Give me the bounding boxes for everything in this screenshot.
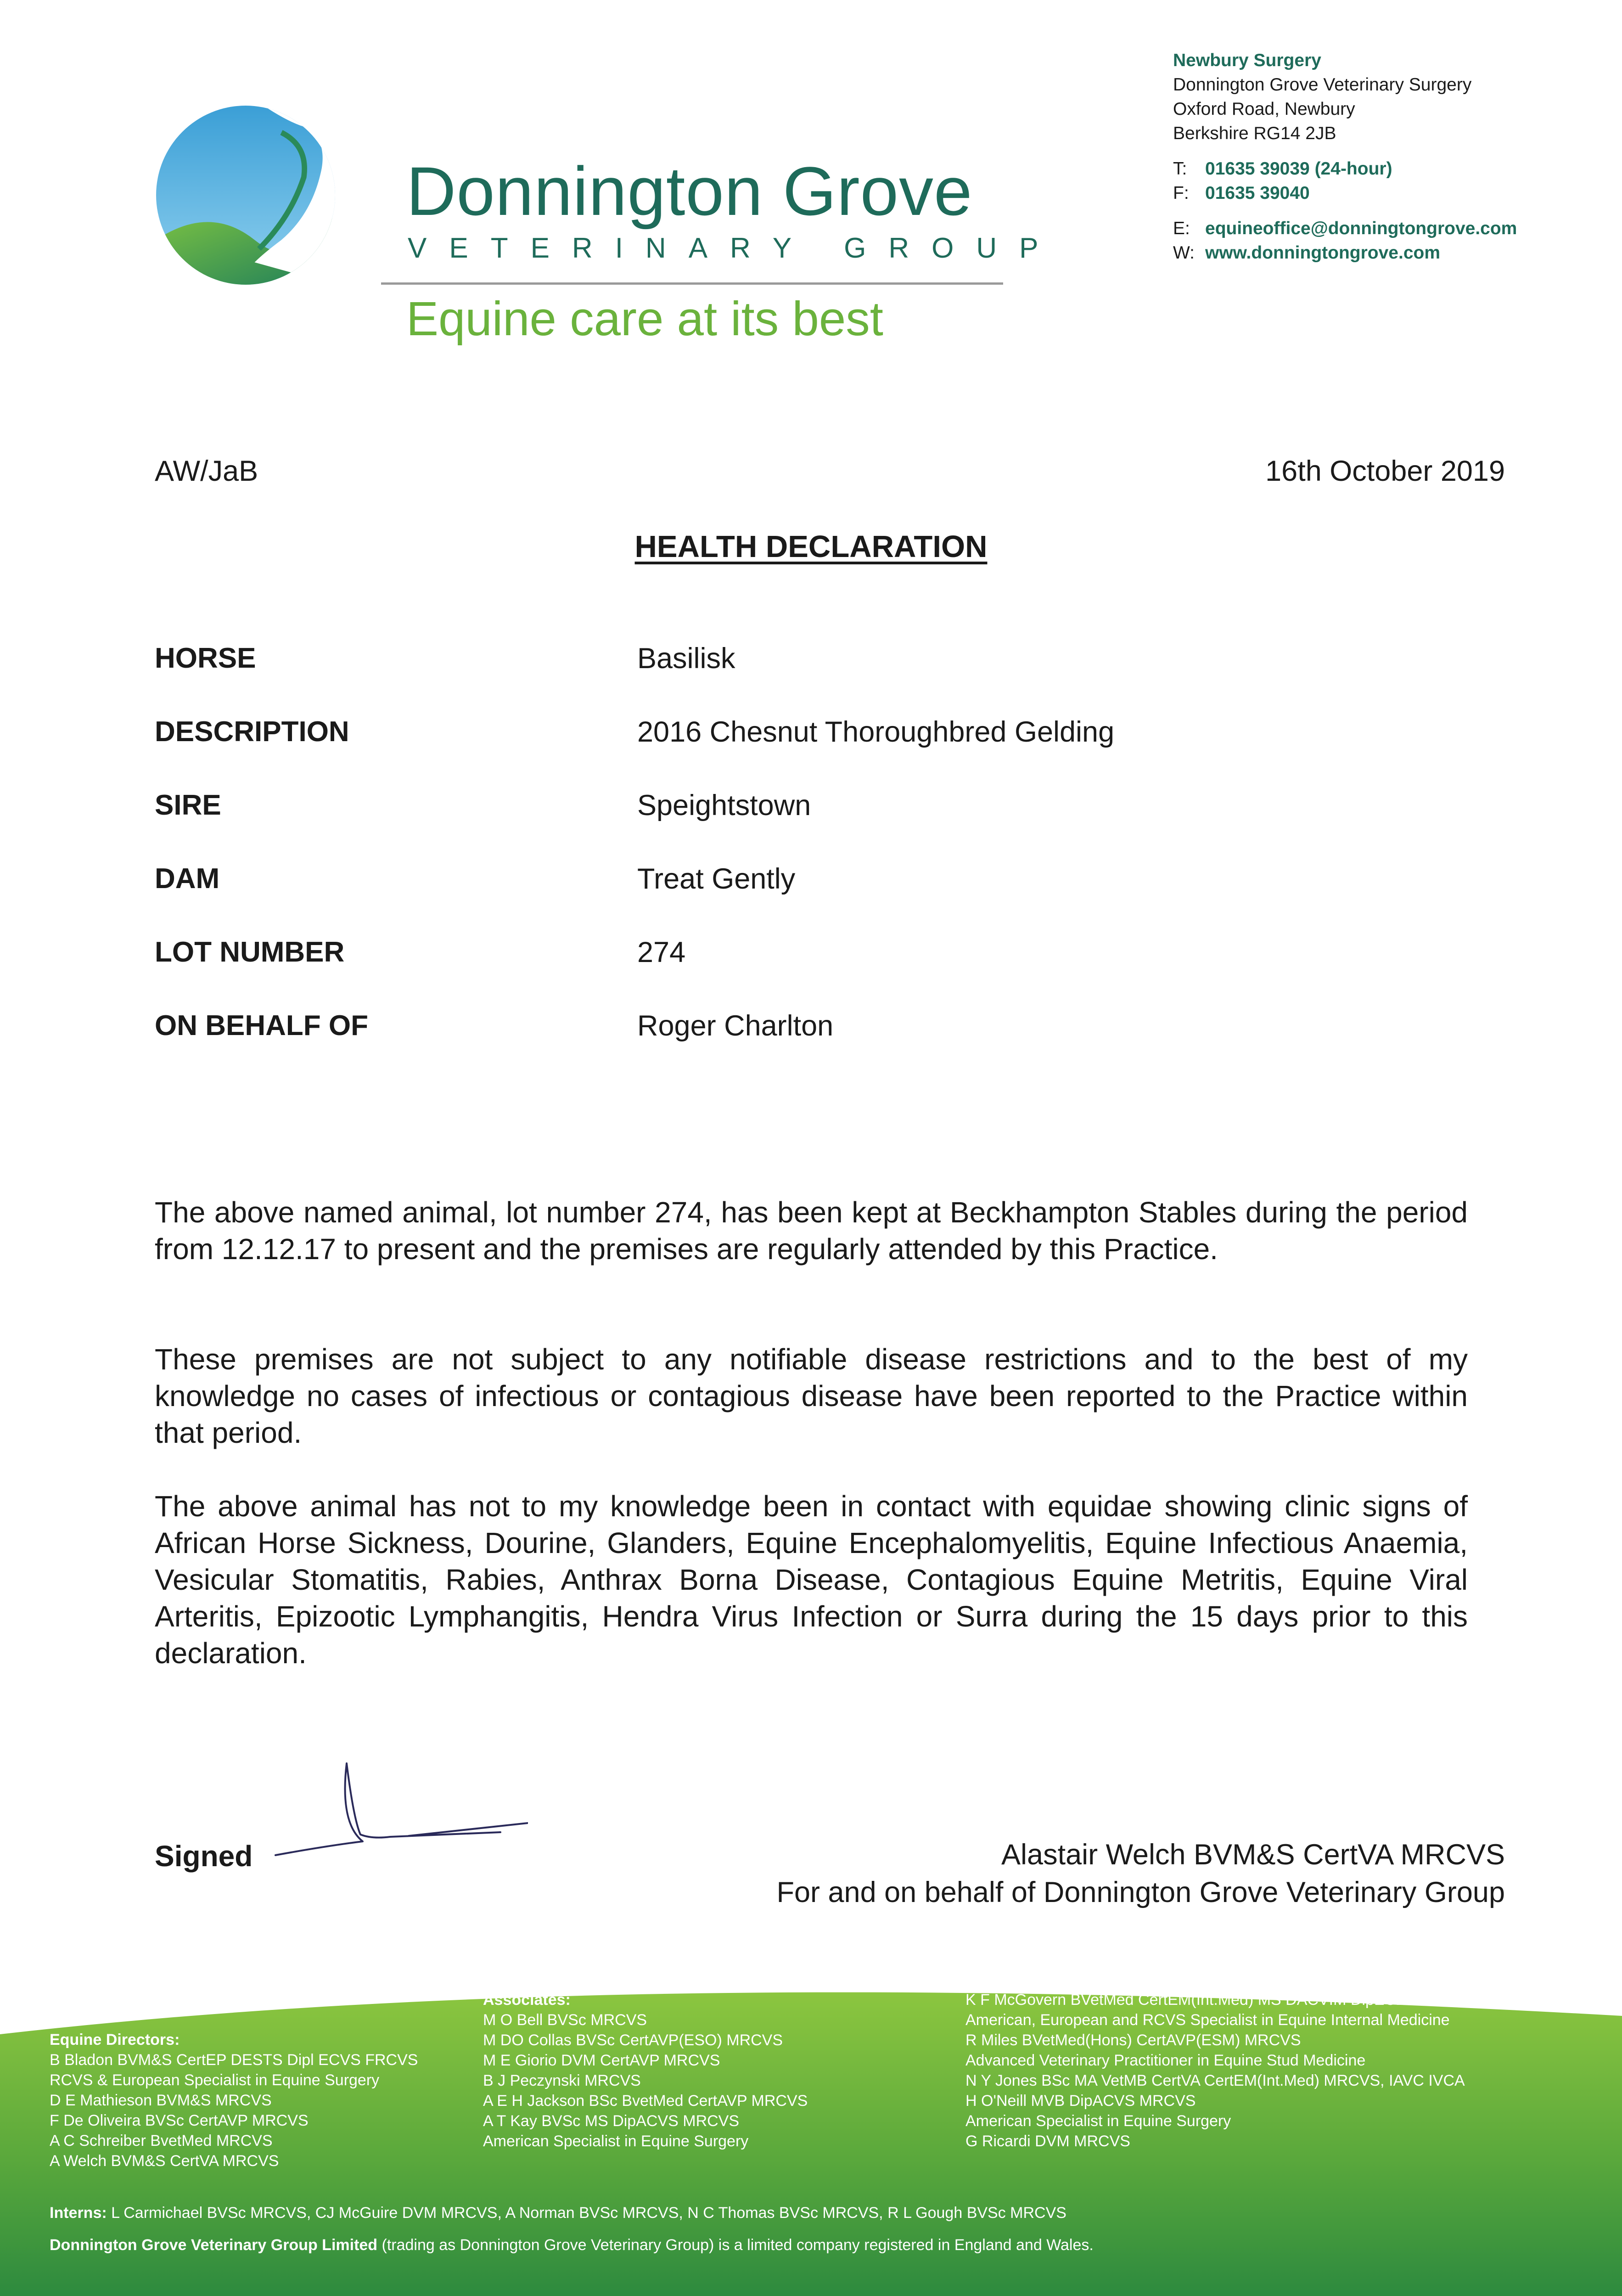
- brand-divider: [381, 282, 1003, 285]
- contact-block: [1173, 48, 1517, 265]
- phone-label: T:: [1173, 159, 1187, 179]
- footer-associates: [483, 1990, 808, 2151]
- reference: AW/JaB: [155, 455, 258, 487]
- associate-line: M DO Collas BVSc CertAVP(ESO) MRCVS: [483, 2032, 783, 2049]
- director-line: D E Mathieson BVM&S MRCVS: [50, 2092, 272, 2109]
- specialist-line: K F McGovern BVetMed CertEM(Int.Med) MS DACVIM DipECEIM MRCVS: [965, 1991, 1484, 2009]
- company-name: Donnington Grove Veterinary Group Limited: [50, 2236, 378, 2254]
- field-value-horse: Basilisk: [637, 642, 735, 675]
- footer-directors: [50, 2030, 418, 2171]
- email-link[interactable]: equineoffice@donningtongrove.com: [1205, 219, 1517, 238]
- email-row[interactable]: [1173, 216, 1517, 241]
- signer-block: [777, 1836, 1505, 1911]
- interns-heading: Interns:: [50, 2204, 107, 2222]
- specialist-line: American Specialist in Equine Surgery: [965, 2112, 1231, 2130]
- field-value-sire: Speightstown: [637, 789, 811, 822]
- associate-line: B J Peczynski MRCVS: [483, 2072, 641, 2089]
- field-label-dam: DAM: [155, 863, 220, 895]
- address-line: Donnington Grove Veterinary Surgery: [1173, 75, 1472, 95]
- interns-list: L Carmichael BVSc MRCVS, CJ McGuire DVM MRCVS, A Norman BVSc MRCVS, N C Thomas BVSc MRCVS, R L Gough BVSc MRCVS: [111, 2204, 1066, 2222]
- associate-line: A T Kay BVSc MS DipACVS MRCVS: [483, 2112, 740, 2130]
- web-row[interactable]: [1173, 241, 1517, 265]
- field-label-horse: HORSE: [155, 642, 256, 674]
- address-line: Oxford Road, Newbury: [1173, 99, 1355, 119]
- specialist-line: G Ricardi DVM MRCVS: [965, 2133, 1130, 2150]
- brand-subtitle: VETERINARY GROUP: [408, 232, 1061, 264]
- director-line: A Welch BVM&S CertVA MRCVS: [50, 2152, 279, 2170]
- field-value-lot-number: 274: [637, 936, 686, 968]
- declaration-paragraph: The above animal has not to my knowledge been in contact with equidae showing clinic signs of African Horse Sickness, Dourine, Glanders, Equine Encephalomyelitis, Equine Infectious Anaemia, Vesicular Stomatitis, Rabies, Anthrax Borna Disease, Contagious Equine Metritis, Equine Viral Arteritis, Epizootic Lymphangitis, Hendra Virus Infection or Surra during the 15 days prior to this declaration.: [155, 1490, 1468, 1670]
- director-line: A C Schreiber BvetMed MRCVS: [50, 2132, 273, 2150]
- associates-heading: Associates:: [483, 1991, 571, 2009]
- email-label: E:: [1173, 219, 1190, 238]
- phone-row[interactable]: [1173, 157, 1517, 181]
- director-line: F De Oliveira BVSc CertAVP MRCVS: [50, 2112, 309, 2129]
- footer-specialists: [965, 1990, 1484, 2151]
- footer-interns: [50, 2203, 1066, 2223]
- director-line: B Bladon BVM&S CertEP DESTS Dipl ECVS FRCVS: [50, 2051, 418, 2069]
- phone-number[interactable]: 01635 39039 (24-hour): [1205, 159, 1392, 179]
- signer-on-behalf: For and on behalf of Donnington Grove Veterinary Group: [776, 1876, 1505, 1908]
- declaration-paragraph: These premises are not subject to any notifiable disease restrictions and to the best of my knowledge no cases of infectious or contagious disease have been reported to the Practice within that period.: [155, 1343, 1468, 1449]
- specialist-line: Advanced Veterinary Practitioner in Equine Stud Medicine: [965, 2052, 1366, 2069]
- web-label: W:: [1173, 243, 1195, 263]
- field-value-on-behalf-of: Roger Charlton: [637, 1010, 834, 1042]
- company-text: (trading as Donnington Grove Veterinary Group) is a limited company registered in England and Wales.: [377, 2236, 1094, 2254]
- directors-heading: Equine Directors:: [50, 2031, 180, 2048]
- logo-emblem: [156, 106, 335, 285]
- website-link[interactable]: www.donningtongrove.com: [1205, 243, 1441, 263]
- fax-number: 01635 39040: [1205, 183, 1310, 203]
- specialist-line: N Y Jones BSc MA VetMB CertVA CertEM(Int.Med) MRCVS, IAVC IVCA: [965, 2072, 1465, 2089]
- signature-mark: [271, 1754, 528, 1874]
- declaration-paragraph: The above named animal, lot number 274, has been kept at Beckhampton Stables during the period from 12.12.17 to present and the premises are regularly attended by this Practice.: [155, 1196, 1468, 1266]
- signer-name: Alastair Welch BVM&S CertVA MRCVS: [1001, 1839, 1505, 1871]
- field-value-description: 2016 Chesnut Thoroughbred Gelding: [637, 716, 1115, 748]
- specialist-line: H O'Neill MVB DipACVS MRCVS: [965, 2092, 1196, 2110]
- fax-row: [1173, 181, 1517, 205]
- associate-line: M O Bell BVSc MRCVS: [483, 2011, 647, 2029]
- brand-name: Donnington Grove: [406, 152, 973, 230]
- specialist-line: R Miles BVetMed(Hons) CertAVP(ESM) MRCVS: [965, 2032, 1301, 2049]
- footer-company: [50, 2235, 1094, 2255]
- letter-date: 16th October 2019: [1265, 455, 1505, 487]
- associate-line: M E Giorio DVM CertAVP MRCVS: [483, 2052, 720, 2069]
- field-value-dam: Treat Gently: [637, 863, 796, 895]
- associate-line: A E H Jackson BSc BvetMed CertAVP MRCVS: [483, 2092, 808, 2110]
- director-line: RCVS & European Specialist in Equine Surgery: [50, 2071, 380, 2089]
- document-title-text: HEALTH DECLARATION: [634, 529, 988, 564]
- signed-label: Signed: [155, 1840, 253, 1873]
- associate-line: American Specialist in Equine Surgery: [483, 2133, 749, 2150]
- surgery-name: Newbury Surgery: [1173, 51, 1321, 70]
- field-label-lot-number: LOT NUMBER: [155, 936, 345, 968]
- document-title: [0, 529, 1622, 564]
- brand-tagline: Equine care at its best: [406, 292, 883, 346]
- fax-label: F:: [1173, 183, 1189, 203]
- field-label-description: DESCRIPTION: [155, 716, 349, 748]
- address-line: Berkshire RG14 2JB: [1173, 124, 1336, 143]
- specialist-line: American, European and RCVS Specialist in Equine Internal Medicine: [965, 2011, 1450, 2029]
- field-label-on-behalf-of: ON BEHALF OF: [155, 1010, 368, 1041]
- field-label-sire: SIRE: [155, 789, 221, 821]
